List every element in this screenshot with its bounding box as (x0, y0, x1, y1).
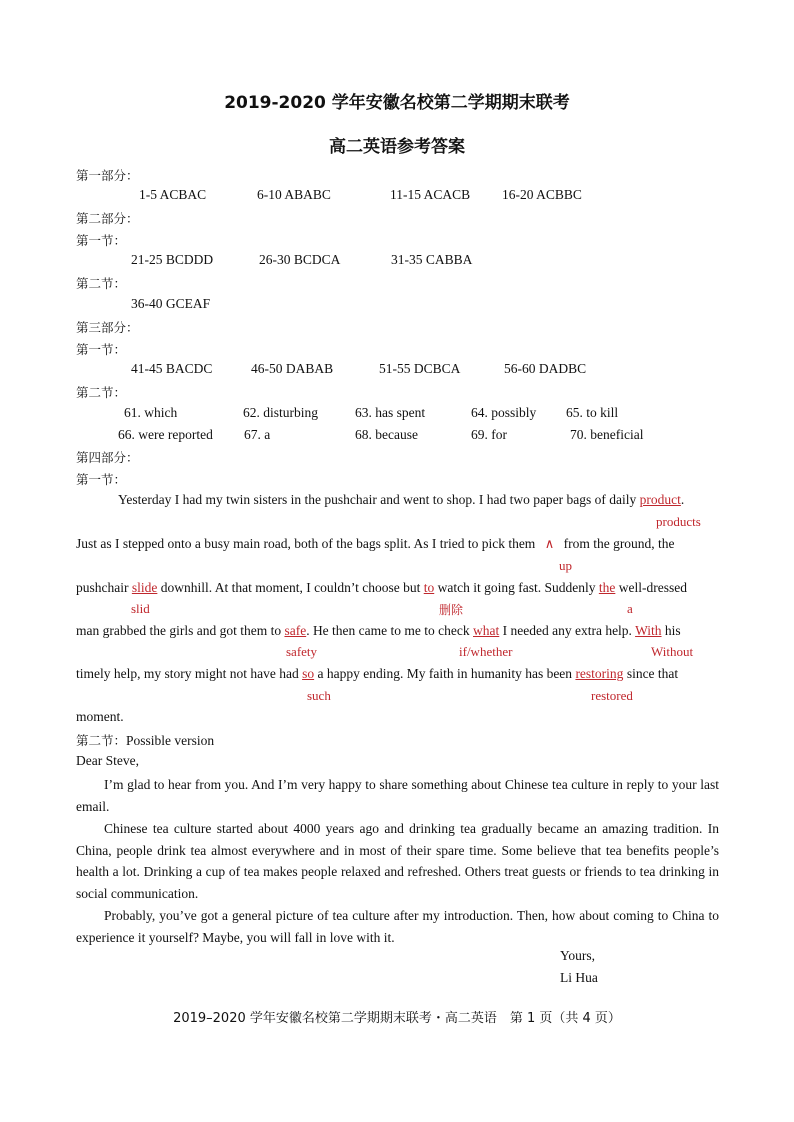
answer-group: 16-20 ACBBC (502, 187, 582, 202)
correction-fix: products (656, 514, 701, 529)
error-word: slide (131, 580, 158, 595)
part4-label: 第四部分： (76, 450, 139, 465)
error-word: safe (284, 623, 307, 638)
correction-fix: up (559, 558, 572, 573)
part2-section1-label: 第一节： (76, 233, 127, 248)
grammar-answer: 69. for (471, 427, 507, 442)
error-word: With (635, 623, 662, 638)
part3-section1-label: 第一节： (76, 342, 127, 357)
insert-caret-icon: ∧ (544, 536, 555, 551)
correction-line: Yesterday I had my twin sisters in the pushchair and went to shop. I had two paper bags of daily product. (118, 492, 685, 507)
part2-section2-label: 第二节： (76, 276, 127, 291)
error-word: to (423, 580, 435, 595)
correction-fix: restored (591, 688, 633, 703)
answer-group: 1-5 ACBAC (139, 187, 207, 202)
part1-label: 第一部分： (76, 168, 139, 183)
correction-line: timely help, my story might not have had so a happy ending. My faith in humanity has been restoring since that (76, 666, 679, 681)
grammar-answer: 64. possibly (471, 405, 537, 420)
error-word: so (302, 666, 315, 681)
answer-group: 11-15 ACACB (390, 187, 471, 202)
answer-group: 41-45 BACDC (131, 361, 213, 376)
letter-greeting: Dear Steve, (76, 753, 139, 768)
answer-group: 56-60 DADBC (504, 361, 587, 376)
grammar-answer: 63. has spent (355, 405, 426, 420)
correction-fix: a (627, 601, 633, 616)
correction-line: moment. (76, 709, 124, 724)
page-subtitle: 高二英语参考答案 (329, 137, 465, 157)
answer-group: 46-50 DABAB (251, 361, 334, 376)
grammar-answer: 68. because (355, 427, 418, 442)
letter-closing: Yours, (560, 948, 596, 963)
correction-line: Just as I stepped onto a busy main road, both of the bags split. As I tried to pick them ∧ from the ground, the (76, 536, 675, 551)
correction-line: pushchair slide downhill. At that moment, I couldn’t choose but to watch it going fast. Suddenly the well-dressed (76, 580, 687, 595)
letter-signature: Li Hua (560, 970, 598, 985)
grammar-answer: 67. a (244, 427, 271, 442)
part3-section2-label: 第二节： (76, 385, 127, 400)
correction-fix: Without (651, 644, 694, 659)
grammar-answer: 61. which (124, 405, 178, 420)
part3-label: 第三部分： (76, 320, 139, 335)
answer-group: 31-35 CABBA (391, 252, 473, 267)
error-word: product (639, 492, 681, 507)
correction-line: man grabbed the girls and got them to safe. He then came to me to check what I needed any extra help. With his (76, 623, 681, 638)
error-word: what (473, 623, 500, 638)
answer-group: 21-25 BCDDD (131, 252, 214, 267)
correction-fix: such (307, 688, 331, 703)
answer-group: 36-40 GCEAF (131, 296, 211, 311)
answer-group: 26-30 BCDCA (259, 252, 341, 267)
error-word: the (598, 580, 616, 595)
grammar-answer: 65. to kill (566, 405, 619, 420)
letter-paragraph: I’m glad to hear from you. And I’m very happy to share something about Chinese tea culture in reply to your last email. (76, 777, 719, 814)
grammar-answer: 70. beneficial (570, 427, 644, 442)
error-word: restoring (575, 666, 624, 681)
page-title: 2019-2020 学年安徽名校第二学期期末联考 (224, 93, 570, 113)
correction-fix: if/whether (459, 644, 513, 659)
answer-group: 6-10 ABABC (257, 187, 331, 202)
page-footer: 2019–2020 学年安徽名校第二学期期末联考・高二英语 第 1 页（共 4 页） (173, 1011, 621, 1026)
part4-section1-label: 第一节： (76, 472, 127, 487)
correction-fix: safety (286, 644, 318, 659)
answer-group: 51-55 DCBCA (379, 361, 461, 376)
part2-label: 第二部分： (76, 211, 139, 226)
letter-paragraph: Probably, you’ve got a general picture of tea culture after my introduction. Then, how about coming to China to experience it yourself? Maybe, you will fall in love with it. (76, 908, 719, 945)
letter-paragraph: Chinese tea culture started about 4000 years ago and drinking tea gradually became an amazing tradition. In China, people drink tea almost everywhere and in most of their spare time. Some believe that tea benefits people’s health a lot. Drinking a cup of tea makes people relaxed and refreshed. Others treat guests or friends to tea drinking in social communication. (76, 821, 719, 902)
grammar-answer: 66. were reported (118, 427, 213, 442)
correction-fix: 删除 (439, 603, 464, 617)
correction-fix: slid (131, 601, 150, 616)
part4-section2-heading: 第二节：Possible version (76, 733, 215, 748)
grammar-answer: 62. disturbing (243, 405, 319, 420)
